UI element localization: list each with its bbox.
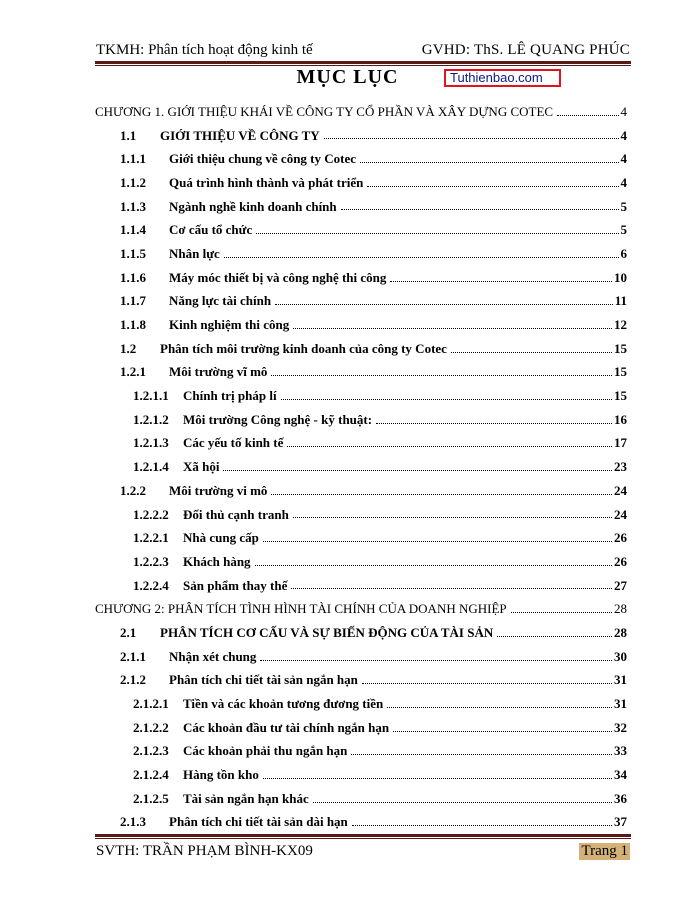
toc-entry-number: 1.1.4 [120,222,146,238]
toc-entry[interactable] [95,455,631,479]
toc-entry-title: Máy móc thiết bị và công nghệ thi công [169,269,387,285]
watermark-text: Tuthienbao.com [450,70,543,85]
toc-entry-page: 37 [614,814,627,830]
toc-entry-page: 15 [614,340,627,356]
toc-entry-title: Các yếu tố kinh tế [183,435,284,451]
toc-leader-dots [313,801,612,803]
toc-entry[interactable] [95,740,631,764]
toc-leader-dots [271,374,612,376]
watermark-stamp[interactable] [444,69,561,87]
toc-entry-page: 31 [614,672,627,688]
toc-entry[interactable] [95,787,631,811]
toc-entry-title: Khách hàng [183,553,251,569]
toc-entry-number: 1.2.1.1 [133,388,169,404]
toc-entry-number: 1.2 [120,340,137,356]
toc-entry-title: Môi trường Công nghệ - kỹ thuật: [183,411,373,427]
toc-leader-dots [376,422,612,424]
toc-entry-title: Phân tích chi tiết tài sản dài hạn [169,814,348,830]
toc-entry[interactable] [95,337,631,361]
toc-entry-page: 30 [614,648,627,664]
toc-leader-dots [360,161,618,163]
toc-entry[interactable] [95,171,631,195]
header-course: TKMH: Phân tích hoạt động kinh tế [96,42,313,58]
toc-entry[interactable] [95,124,631,148]
toc-leader-dots [511,611,612,613]
toc-leader-dots [275,303,613,305]
toc-entry[interactable] [95,147,631,171]
toc-leader-dots [287,445,612,447]
toc-entry-page: 4 [620,174,627,190]
toc-entry-page: 5 [620,222,627,238]
page-title: MỤC LỤC [296,66,399,88]
toc-entry-number: 2.1.2.3 [133,743,169,759]
toc-entry-title: Quá trình hình thành và phát triển [169,174,364,190]
toc-entry[interactable] [95,669,631,693]
toc-entry-number: 2.1 [120,624,137,640]
toc-entry-title: Môi trường vĩ mô [169,364,268,380]
toc-entry-title: Nhân lực [169,245,220,261]
toc-entry[interactable] [95,811,631,835]
toc-entry[interactable] [95,290,631,314]
toc-entry-number: 1.2.2.2 [133,506,169,522]
toc-entry-number: 2.1.1 [120,648,146,664]
toc-entry-page: 31 [614,696,627,712]
toc-entry-title: Nhà cung cấp [183,530,259,546]
toc-entry-page: 28 [614,624,627,640]
toc-entry[interactable] [95,763,631,787]
toc-leader-dots [324,137,619,139]
toc-leader-dots [351,753,612,755]
toc-leader-dots [390,280,612,282]
toc-entry-title: Sản phẩm thay thế [183,577,288,593]
toc-leader-dots [362,682,612,684]
toc-entry[interactable] [95,716,631,740]
toc-entry[interactable] [95,218,631,242]
toc-entry[interactable] [95,195,631,219]
toc-entry-number: 1.2.2 [120,482,146,498]
toc-entry-page: 34 [614,767,627,783]
toc-entry-title: CHƯƠNG 1. GIỚI THIỆU KHÁI VỀ CÔNG TY CỔ PHẦN VÀ XÂY DỰNG COTEC [95,103,554,119]
toc-entry[interactable] [95,526,631,550]
toc-entry-page: 4 [620,103,627,119]
toc-entry-title: Hàng tồn kho [183,767,259,783]
toc-entry-page: 4 [620,151,627,167]
footer-student: SVTH: TRẦN PHẠM BÌNH-KX09 [96,843,313,859]
toc-entry[interactable] [95,621,631,645]
toc-entry[interactable] [95,242,631,266]
toc-entry-title: CHƯƠNG 2: PHÂN TÍCH TÌNH HÌNH TÀI CHÍNH CỦA DOANH NGHIỆP [95,601,507,617]
toc-entry[interactable] [95,266,631,290]
toc-entry-title: Ngành nghề kinh doanh chính [169,198,337,214]
toc-entry-number: 1.1.5 [120,245,146,261]
toc-leader-dots [367,185,618,187]
toc-leader-dots [293,327,612,329]
toc-entry-number: 1.2.1 [120,364,146,380]
toc-entry-page: 10 [614,269,627,285]
toc-leader-dots [271,493,612,495]
footer-rule-thin [95,838,631,839]
toc-entry-page: 12 [614,317,627,333]
toc-entry-title: Đối thủ cạnh tranh [183,506,289,522]
toc-entry-number: 1.2.2.3 [133,553,169,569]
toc-entry-page: 28 [614,601,627,617]
toc-leader-dots [451,351,612,353]
toc-entry-number: 1.2.2.1 [133,530,169,546]
toc-entry-number: 1.1.2 [120,174,146,190]
toc-entry-title: Phân tích chi tiết tài sản ngắn hạn [169,672,358,688]
toc-entry-number: 1.1 [120,127,137,143]
toc-entry-page: 24 [614,506,627,522]
toc-entry[interactable] [95,503,631,527]
toc-entry-number: 1.1.1 [120,151,146,167]
toc-leader-dots [393,730,612,732]
toc-leader-dots [223,469,612,471]
toc-entry-title: Kinh nghiệm thi công [169,317,290,333]
toc-entry-page: 33 [614,743,627,759]
toc-entry-page: 6 [620,245,627,261]
toc-entry-page: 27 [614,577,627,593]
toc-entry-title: Các khoản đầu tư tài chính ngắn hạn [183,719,390,735]
toc-entry-title: Phân tích môi trường kinh doanh của công ty Cotec [160,340,447,356]
toc-entry[interactable] [95,692,631,716]
toc-entry-number: 1.2.2.4 [133,577,169,593]
toc-entry-page: 5 [620,198,627,214]
toc-entry[interactable] [95,479,631,503]
toc-entry-title: Tiền và các khoản tương đương tiền [183,696,384,712]
toc-entry-number: 2.1.2.2 [133,719,169,735]
toc-entry-number: 2.1.2.5 [133,790,169,806]
toc-entry-page: 17 [614,435,627,451]
toc-entry[interactable] [95,597,631,621]
toc-entry-page: 24 [614,482,627,498]
page-number: Trang 1 [581,843,628,859]
toc-entry-page: 26 [614,530,627,546]
toc-entry-title: Tài sản ngắn hạn khác [183,790,309,806]
header-rule [95,61,631,64]
toc-entry-page: 15 [614,364,627,380]
toc-leader-dots [224,256,619,258]
toc-leader-dots [497,635,612,637]
toc-leader-dots [291,587,612,589]
toc-leader-dots [293,516,612,518]
toc-entry[interactable] [95,313,631,337]
toc-entry[interactable] [95,100,631,124]
toc-entry-page: 16 [614,411,627,427]
toc-leader-dots [281,398,612,400]
toc-leader-dots [263,777,612,779]
toc-leader-dots [352,824,612,826]
toc-entry-number: 1.1.3 [120,198,146,214]
toc-leader-dots [260,659,612,661]
toc-leader-dots [256,232,618,234]
toc-entry-title: PHÂN TÍCH CƠ CẤU VÀ SỰ BIẾN ĐỘNG CỦA TÀI SẢN [160,624,494,640]
toc-entry-number: 2.1.2.1 [133,696,169,712]
toc-entry[interactable] [95,432,631,456]
toc-entry-number: 1.1.6 [120,269,146,285]
toc-leader-dots [341,208,619,210]
toc-entry-number: 1.2.1.4 [133,459,169,475]
toc-entry-page: 32 [614,719,627,735]
toc-entry-title: Giới thiệu chung về công ty Cotec [169,151,357,167]
toc-entry-page: 11 [614,293,627,309]
toc-leader-dots [255,564,612,566]
toc-entry-title: Cơ cấu tổ chức [169,222,253,238]
toc-entry[interactable] [95,361,631,385]
toc-entry-number: 2.1.2 [120,672,146,688]
toc-leader-dots [263,540,612,542]
toc-entry-title: Các khoản phải thu ngắn hạn [183,743,348,759]
toc-entry-title: Năng lực tài chính [169,293,272,309]
toc-entry-number: 2.1.2.4 [133,767,169,783]
toc-entry[interactable] [95,645,631,669]
toc-entry-number: 1.1.8 [120,317,146,333]
toc-entry-title: Chính trị pháp lí [183,388,277,404]
toc-entry-page: 23 [614,459,627,475]
header-advisor: GVHD: ThS. LÊ QUANG PHÚC [421,42,630,58]
toc-entry-page: 4 [620,127,627,143]
toc-entry-page: 26 [614,553,627,569]
toc-entry-number: 1.1.7 [120,293,146,309]
toc-entry-title: Môi trường vi mô [169,482,268,498]
toc-leader-dots [387,706,612,708]
toc-entry-title: Nhận xét chung [169,648,257,664]
toc-entry-page: 36 [614,790,627,806]
toc-entry[interactable] [95,574,631,598]
footer-rule [95,834,631,837]
toc-entry-page: 15 [614,388,627,404]
toc-entry[interactable] [95,550,631,574]
toc-entry-number: 2.1.3 [120,814,146,830]
table-of-contents [95,100,631,834]
toc-entry[interactable] [95,408,631,432]
toc-entry-title: Xã hội [183,459,220,475]
toc-entry[interactable] [95,384,631,408]
toc-entry-number: 1.2.1.3 [133,435,169,451]
toc-entry-title: GIỚI THIỆU VỀ CÔNG TY [160,127,320,143]
toc-leader-dots [557,114,618,116]
toc-entry-number: 1.2.1.2 [133,411,169,427]
